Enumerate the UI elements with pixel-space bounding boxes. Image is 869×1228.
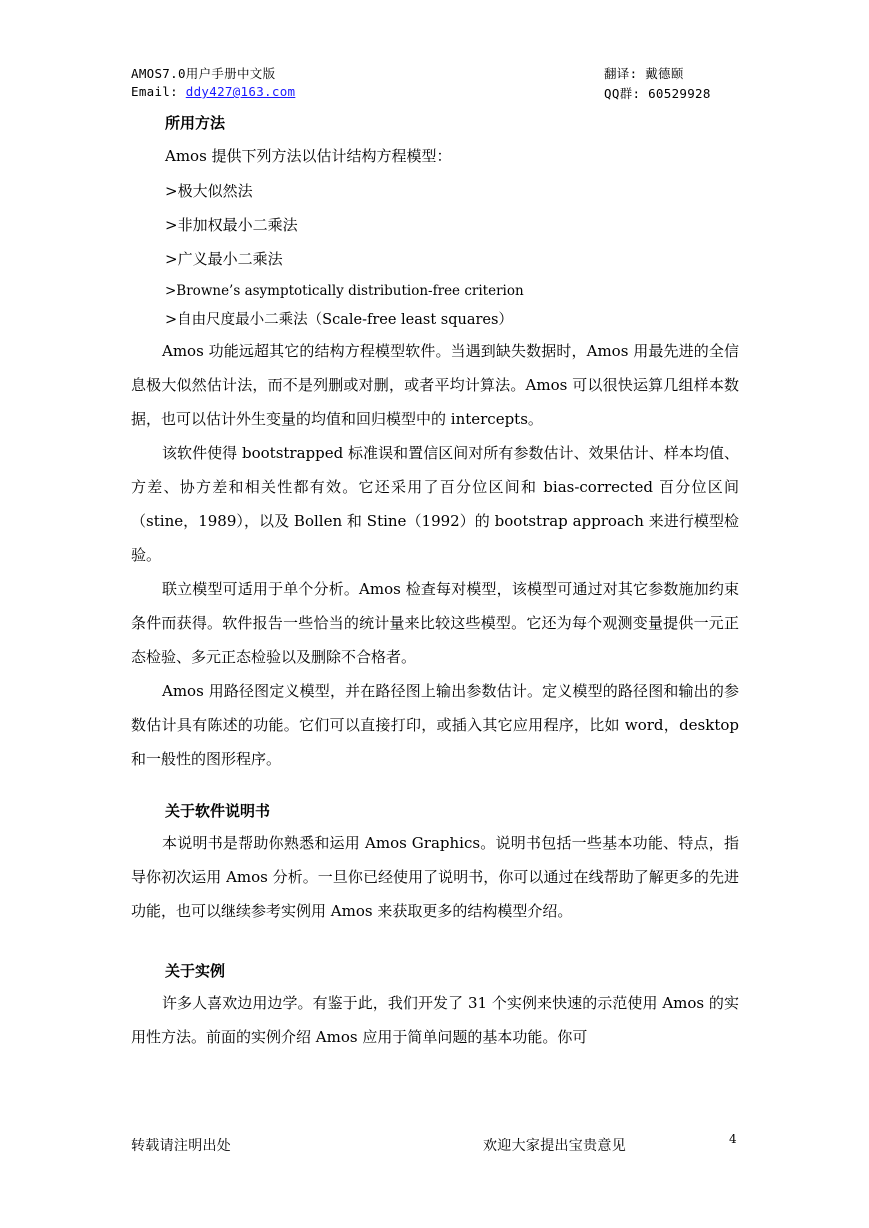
- header-qq-group: QQ群: 60529928: [604, 86, 711, 101]
- section-title-manual: 关于软件说明书: [165, 802, 271, 820]
- section-title-examples: 关于实例: [165, 962, 226, 980]
- method-item: >非加权最小二乘法: [165, 216, 298, 234]
- footer-left: 转载请注明出处: [131, 1138, 232, 1154]
- header-email-label: Email:: [131, 84, 186, 99]
- page-number: 4: [729, 1132, 737, 1146]
- document-body: [131, 108, 739, 1054]
- method-item: >广义最小二乘法: [165, 250, 283, 268]
- examples-paragraph: 许多人喜欢边用边学。有鉴于此，我们开发了 31 个实例来快速的示范使用 Amos 的实用性方法。前面的实例介绍 Amos 应用于简单问题的基本功能。你可: [131, 994, 739, 1046]
- method-item: >Browne’s asymptotically distribution-free criterion: [165, 283, 524, 299]
- header-email-line: [131, 84, 295, 99]
- methods-paragraph-1: Amos 功能远超其它的结构方程模型软件。当遇到缺失数据时，Amos 用最先进的全信息极大似然估计法，而不是列删或对删，或者平均计算法。Amos 可以很快运算几组样本数据，也可以估计外生变量的均值和回归模型中的 intercepts。: [131, 342, 739, 428]
- footer-center: 欢迎大家提出宝贵意见: [483, 1138, 626, 1154]
- methods-intro: Amos 提供下列方法以估计结构方程模型：: [165, 147, 452, 165]
- method-item: >自由尺度最小二乘法（Scale-free least squares）: [165, 312, 513, 328]
- header-email-link[interactable]: ddy427@163.com: [185, 84, 296, 99]
- header-title: AMOS7.0用户手册中文版: [131, 66, 276, 81]
- methods-paragraph-2: 该软件使得 bootstrapped 标准误和置信区间对所有参数估计、效果估计、样本均值、方差、协方差和相关性都有效。它还采用了百分位区间和 bias-corrected 百分位区间（stine，1989），以及 Bollen 和 Stine（1992）的 bootstrap approach 来进行模型检验。: [131, 444, 739, 564]
- manual-paragraph: 本说明书是帮助你熟悉和运用 Amos Graphics。说明书包括一些基本功能、特点，指导你初次运用 Amos 分析。一旦你已经使用了说明书，你可以通过在线帮助了解更多的先进功能，也可以继续参考实例用 Amos 来获取更多的结构模型介绍。: [131, 834, 739, 920]
- methods-paragraph-3: 联立模型可适用于单个分析。Amos 检查每对模型，该模型可通过对其它参数施加约束条件而获得。软件报告一些恰当的统计量来比较这些模型。它还为每个观测变量提供一元正态检验、多元正态检验以及删除不合格者。: [131, 580, 739, 666]
- section-title-methods: 所用方法: [165, 114, 226, 132]
- header-translator: 翻译: 戴德颐: [604, 66, 684, 81]
- methods-paragraph-4: Amos 用路径图定义模型，并在路径图上输出参数估计。定义模型的路径图和输出的参数估计具有陈述的功能。它们可以直接打印，或插入其它应用程序，比如 word，desktop 和一般性的图形程序。: [131, 682, 739, 768]
- method-item: >极大似然法: [165, 182, 253, 200]
